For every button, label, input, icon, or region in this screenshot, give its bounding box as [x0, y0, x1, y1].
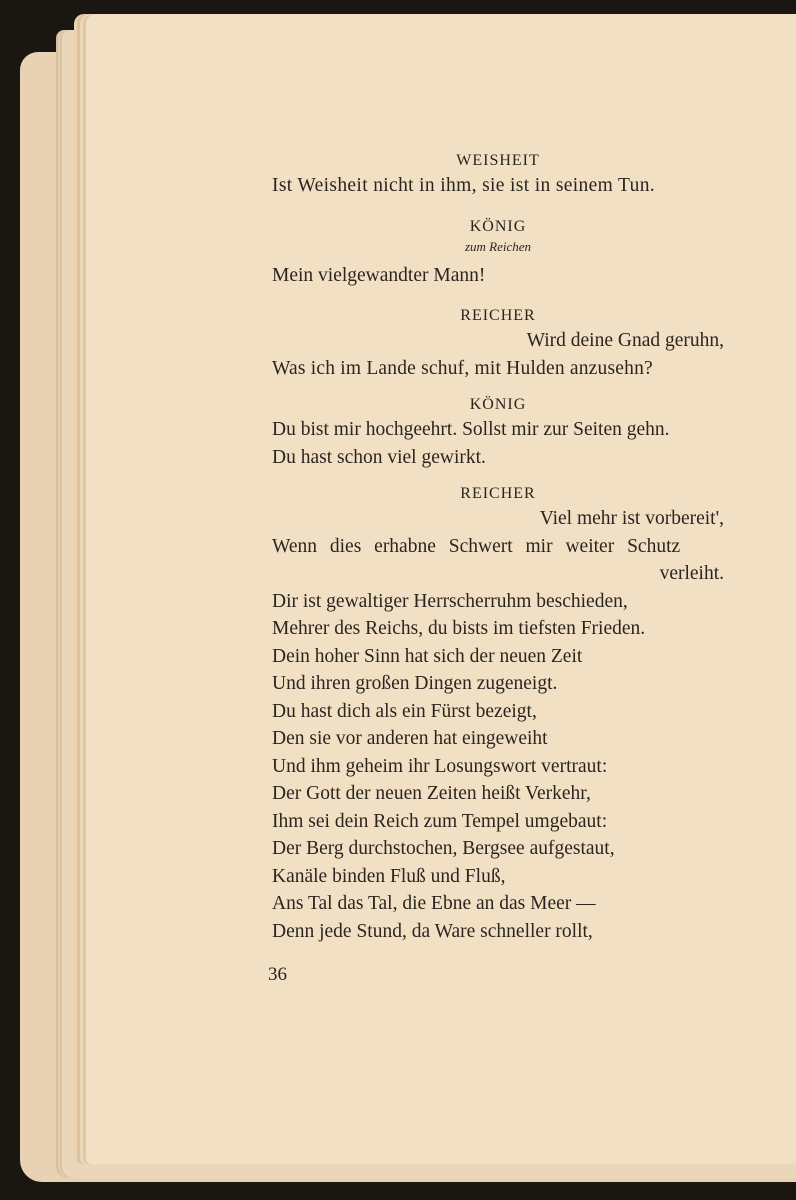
verse-line: Ihm sei dein Reich zum Tempel umgebaut: [272, 810, 608, 832]
speaker-name: KÖNIG [469, 217, 527, 235]
verse-line: Was ich im Lande schuf, mit Hulden anzusehn? [272, 357, 653, 379]
verse-line: Der Berg durchstochen, Bergsee aufgestaut, [272, 838, 615, 859]
verse-line: Und ihm geheim ihr Losungswort vertraut: [272, 755, 608, 777]
page-number: 36 [268, 964, 287, 985]
speaker-name: REICHER [460, 307, 536, 324]
verse-line: Ans Tal das Tal, die Ebne an das Meer — [272, 893, 596, 914]
verse-line: verleiht. [659, 563, 724, 584]
speaker-name: WEISHEIT [456, 152, 540, 169]
verse-line: Wenn dies erhabne Schwert mir weiter Schutz [272, 535, 681, 557]
speaker-name: REICHER [460, 485, 536, 502]
verse-line: Wird deine Gnad geruhn, [526, 330, 724, 351]
verse-line: Dir ist gewaltiger Herrscherruhm beschieden, [272, 590, 628, 612]
verse-line: Den sie vor anderen hat eingeweiht [272, 728, 548, 749]
verse-line: Denn jede Stund, da Ware schneller rollt, [272, 920, 593, 942]
verse-block [272, 588, 724, 946]
verse-line: Dein hoher Sinn hat sich der neuen Zeit [272, 645, 583, 667]
verse-line: Du hast dich als ein Fürst bezeigt, [272, 700, 537, 722]
verse-line: Viel mehr ist vorbereit', [539, 508, 724, 529]
verse-line: Ist Weisheit nicht in ihm, sie ist in seinem Tun. [272, 175, 656, 196]
verse-line: Du hast schon viel gewirkt. [272, 446, 486, 468]
verse-line: Mein vielgewandter Mann! [272, 264, 486, 286]
verse-line: Und ihren großen Dingen zugeneigt. [272, 673, 558, 694]
verse-line: Der Gott der neuen Zeiten heißt Verkehr, [272, 783, 591, 804]
play-text [272, 150, 724, 945]
verse-line: Kanäle binden Fluß und Fluß, [272, 865, 506, 887]
verse-line: Mehrer des Reichs, du bists im tiefsten Frieden. [272, 618, 646, 639]
speaker-name: KÖNIG [469, 396, 527, 413]
stage-direction: zum Reichen [464, 238, 532, 254]
verse-line: Du bist mir hochgeehrt. Sollst mir zur Seiten gehn. [272, 419, 670, 440]
